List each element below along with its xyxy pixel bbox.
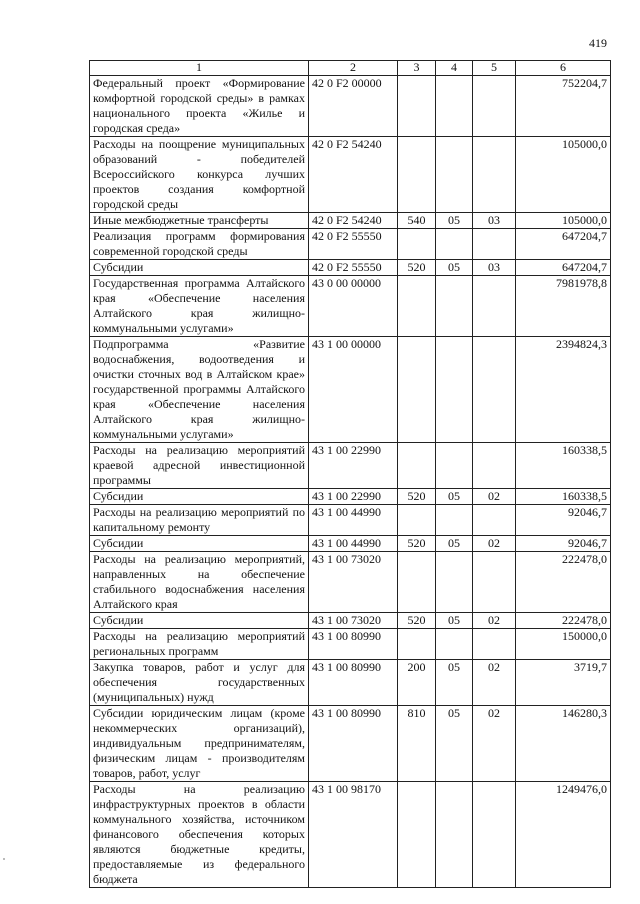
table-row [90, 76, 611, 137]
table-row [90, 536, 611, 552]
cell-c5 [473, 337, 516, 443]
scan-speck [3, 858, 5, 860]
cell-c5: 02 [473, 706, 516, 782]
cell-c4 [436, 137, 473, 213]
cell-c3 [398, 505, 436, 536]
cell-c3 [398, 137, 436, 213]
cell-amount: 150000,0 [516, 629, 611, 660]
cell-code: 42 0 F2 00000 [309, 76, 398, 137]
cell-amount: 7981978,8 [516, 276, 611, 337]
cell-c5 [473, 229, 516, 260]
cell-c4 [436, 629, 473, 660]
cell-name: Расходы на реализацию мероприятий, направленных на обеспечение стабильного водоснабжения населения Алтайского края [90, 552, 309, 613]
table-row [90, 552, 611, 613]
cell-c4 [436, 229, 473, 260]
cell-c4: 05 [436, 660, 473, 706]
cell-code: 42 0 F2 54240 [309, 213, 398, 229]
cell-c5 [473, 552, 516, 613]
cell-c4: 05 [436, 489, 473, 505]
cell-c4 [436, 76, 473, 137]
cell-code: 43 1 00 44990 [309, 505, 398, 536]
cell-code: 43 0 00 00000 [309, 276, 398, 337]
cell-c3: 520 [398, 260, 436, 276]
cell-amount: 160338,5 [516, 443, 611, 489]
header-row [90, 61, 611, 76]
cell-c5 [473, 137, 516, 213]
table-row [90, 337, 611, 443]
cell-code: 42 0 F2 55550 [309, 260, 398, 276]
cell-name: Субсидии [90, 536, 309, 552]
table-row [90, 629, 611, 660]
cell-c3 [398, 552, 436, 613]
cell-code: 43 1 00 80990 [309, 706, 398, 782]
cell-amount: 222478,0 [516, 613, 611, 629]
cell-c3 [398, 443, 436, 489]
cell-amount: 3719,7 [516, 660, 611, 706]
cell-c5: 02 [473, 613, 516, 629]
cell-amount: 92046,7 [516, 536, 611, 552]
cell-c3 [398, 229, 436, 260]
cell-c3 [398, 782, 436, 888]
cell-c4 [436, 782, 473, 888]
header-col-1: 1 [90, 61, 309, 76]
cell-c3 [398, 337, 436, 443]
cell-c3: 200 [398, 660, 436, 706]
table-row [90, 137, 611, 213]
table-row [90, 706, 611, 782]
cell-amount: 2394824,3 [516, 337, 611, 443]
cell-c5 [473, 505, 516, 536]
cell-amount: 105000,0 [516, 213, 611, 229]
cell-c5: 02 [473, 536, 516, 552]
cell-name: Реализация программ формирования современной городской среды [90, 229, 309, 260]
cell-name: Государственная программа Алтайского края «Обеспечение населения Алтайского края жилищно-коммунальными услугами» [90, 276, 309, 337]
cell-code: 43 1 00 80990 [309, 629, 398, 660]
cell-c3: 520 [398, 536, 436, 552]
table-row [90, 489, 611, 505]
cell-name: Иные межбюджетные трансферты [90, 213, 309, 229]
cell-c3 [398, 629, 436, 660]
cell-amount: 92046,7 [516, 505, 611, 536]
cell-name: Расходы на реализацию мероприятий региональных программ [90, 629, 309, 660]
cell-amount: 160338,5 [516, 489, 611, 505]
header-col-3: 3 [398, 61, 436, 76]
cell-name: Субсидии юридическим лицам (кроме некоммерческих организаций), индивидуальным предпринимателям, физическим лицам - производителям товаров, работ, услуг [90, 706, 309, 782]
cell-code: 43 1 00 00000 [309, 337, 398, 443]
cell-amount: 647204,7 [516, 260, 611, 276]
cell-amount: 647204,7 [516, 229, 611, 260]
cell-c5 [473, 443, 516, 489]
cell-c4: 05 [436, 213, 473, 229]
header-col-4: 4 [436, 61, 473, 76]
cell-c5 [473, 629, 516, 660]
cell-c5: 03 [473, 213, 516, 229]
table-row [90, 213, 611, 229]
table-row [90, 229, 611, 260]
header-col-5: 5 [473, 61, 516, 76]
table-row [90, 505, 611, 536]
cell-c4: 05 [436, 706, 473, 782]
cell-c3: 520 [398, 613, 436, 629]
cell-name: Федеральный проект «Формирование комфортной городской среды» в рамках национального проекта «Жилье и городская среда» [90, 76, 309, 137]
cell-code: 42 0 F2 54240 [309, 137, 398, 213]
cell-name: Расходы на реализацию инфраструктурных проектов в области коммунального хозяйства, источником финансового обеспечения которых являются бюджетные кредиты, предоставляемые из федерального бюджета [90, 782, 309, 888]
cell-amount: 1249476,0 [516, 782, 611, 888]
table-row [90, 660, 611, 706]
cell-c3: 520 [398, 489, 436, 505]
cell-c5: 03 [473, 260, 516, 276]
cell-c5 [473, 782, 516, 888]
cell-name: Субсидии [90, 613, 309, 629]
cell-name: Субсидии [90, 260, 309, 276]
cell-code: 43 1 00 22990 [309, 443, 398, 489]
cell-c4: 05 [436, 536, 473, 552]
cell-name: Расходы на реализацию мероприятий краевой адресной инвестиционной программы [90, 443, 309, 489]
cell-c3 [398, 276, 436, 337]
cell-amount: 146280,3 [516, 706, 611, 782]
cell-c4 [436, 505, 473, 536]
header-col-6: 6 [516, 61, 611, 76]
cell-c4 [436, 337, 473, 443]
cell-code: 43 1 00 22990 [309, 489, 398, 505]
table-row [90, 276, 611, 337]
cell-code: 43 1 00 73020 [309, 613, 398, 629]
cell-code: 42 0 F2 55550 [309, 229, 398, 260]
cell-amount: 752204,7 [516, 76, 611, 137]
cell-c5: 02 [473, 489, 516, 505]
cell-c4 [436, 443, 473, 489]
table-row [90, 443, 611, 489]
cell-c3 [398, 76, 436, 137]
table-row [90, 782, 611, 888]
cell-name: Расходы на реализацию мероприятий по капитальному ремонту [90, 505, 309, 536]
cell-c4 [436, 552, 473, 613]
table-row [90, 260, 611, 276]
cell-amount: 222478,0 [516, 552, 611, 613]
cell-c4: 05 [436, 613, 473, 629]
cell-code: 43 1 00 44990 [309, 536, 398, 552]
cell-c4: 05 [436, 260, 473, 276]
cell-name: Расходы на поощрение муниципальных образований - победителей Всероссийского конкурса лучших проектов создания комфортной городской среды [90, 137, 309, 213]
cell-c5 [473, 76, 516, 137]
cell-c4 [436, 276, 473, 337]
cell-name: Закупка товаров, работ и услуг для обеспечения государственных (муниципальных) нужд [90, 660, 309, 706]
page-number: 419 [589, 36, 607, 50]
cell-amount: 105000,0 [516, 137, 611, 213]
cell-c5 [473, 276, 516, 337]
cell-code: 43 1 00 80990 [309, 660, 398, 706]
cell-code: 43 1 00 73020 [309, 552, 398, 613]
cell-c3: 810 [398, 706, 436, 782]
cell-c3: 540 [398, 213, 436, 229]
table-row [90, 613, 611, 629]
budget-table [89, 60, 611, 888]
cell-name: Подпрограмма «Развитие водоснабжения, водоотведения и очистки сточных вод в Алтайском крае» государственной программы Алтайского края «Обеспечение населения Алтайского края жилищно-коммунальными услугами» [90, 337, 309, 443]
cell-name: Субсидии [90, 489, 309, 505]
cell-code: 43 1 00 98170 [309, 782, 398, 888]
header-col-2: 2 [309, 61, 398, 76]
cell-c5: 02 [473, 660, 516, 706]
